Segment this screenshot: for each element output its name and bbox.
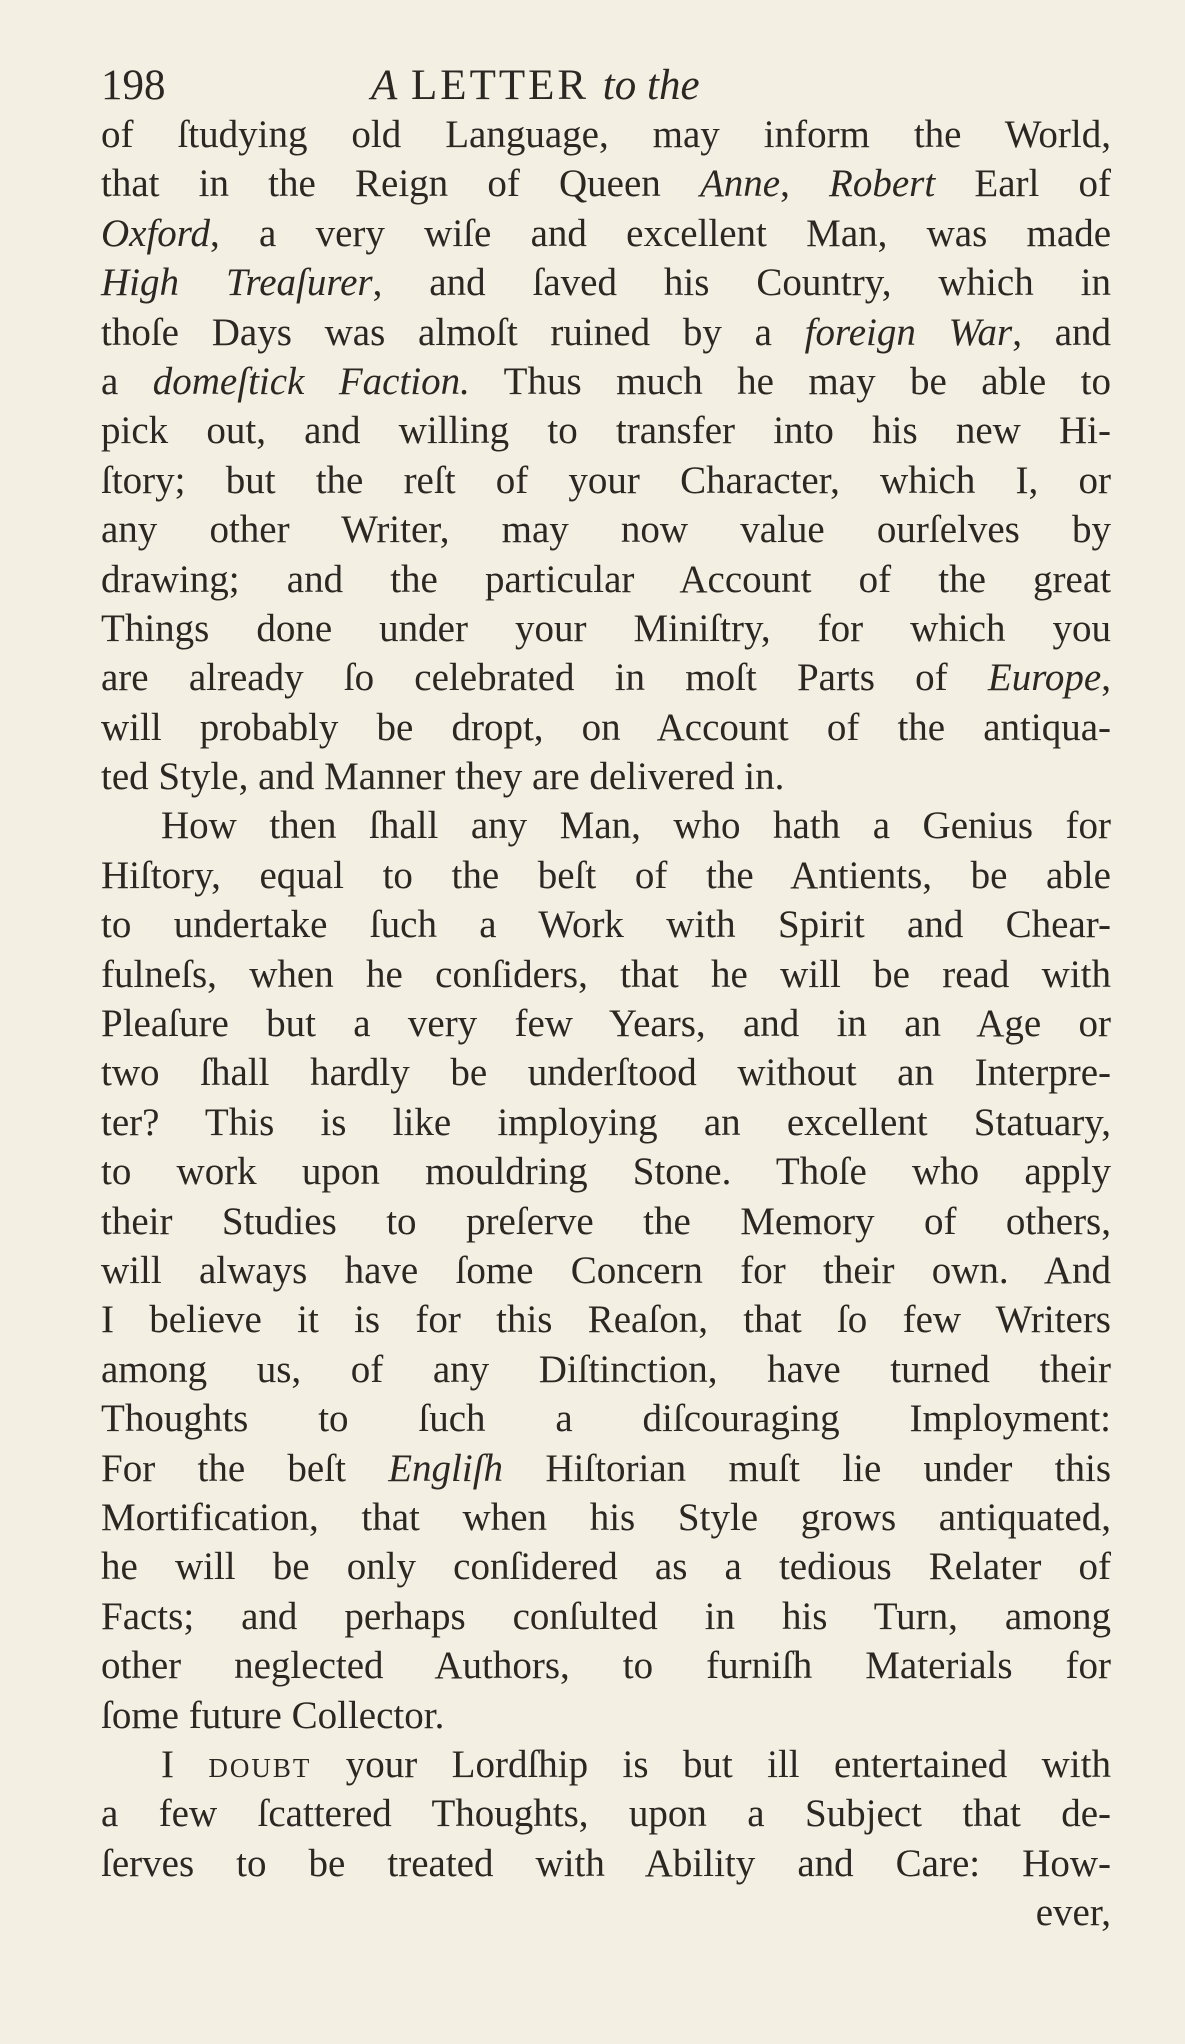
text-run: a few ſcattered Thoughts, upon a Subject that de- <box>101 1792 1111 1836</box>
text-line <box>101 308 1111 357</box>
text-line <box>101 950 1111 999</box>
text-run: , <box>780 162 830 206</box>
text-run: any other Writer, may now value ourſelves by <box>101 508 1111 552</box>
text-run: are already ſo celebrated in moſt Parts of <box>101 656 988 700</box>
text-run: will always have ſome Concern for their own. And <box>101 1248 1111 1292</box>
text-run: ſome future Collector. <box>101 1693 445 1737</box>
text-run: Facts; and perhaps conſulted in his Turn, among <box>101 1594 1111 1638</box>
italic-run: Oxford <box>101 211 211 255</box>
text-line <box>101 1345 1111 1394</box>
text-line <box>101 1147 1111 1196</box>
text-line <box>101 653 1111 702</box>
text-line <box>101 1493 1111 1542</box>
text-line <box>101 1394 1111 1443</box>
text-run: that in the Reign of Queen <box>101 162 700 206</box>
text-run: , and ſaved his Country, which in <box>372 261 1111 305</box>
text-run: other neglected Authors, to furniſh Materials for <box>101 1644 1111 1688</box>
text-line <box>101 1098 1111 1147</box>
text-line <box>101 456 1111 505</box>
text-run: fulneſs, when he conſiders, that he will be read with <box>101 952 1111 996</box>
small-caps-run: DOUBT <box>208 1752 312 1783</box>
text-line <box>101 1246 1111 1295</box>
running-head-article: A <box>371 62 398 109</box>
text-line <box>101 258 1111 307</box>
text-run: ſerves to be treated with Ability and Care: How- <box>101 1841 1111 1885</box>
text-run: Thus much he may be able to <box>469 359 1112 403</box>
text-run: Thoughts to ſuch a diſcouraging Imployment: <box>101 1397 1111 1441</box>
text-line <box>101 1197 1111 1246</box>
italic-run: Europe <box>987 656 1102 700</box>
text-run: I <box>161 1742 209 1786</box>
italic-run: domeſtick Faction. <box>152 359 470 403</box>
text-line <box>101 1641 1111 1690</box>
body-text <box>101 110 1111 1937</box>
italic-run: High Treaſurer <box>101 261 373 305</box>
text-run: he will be only conſidered as a tedious Relater of <box>101 1545 1111 1589</box>
text-run: drawing; and the particular Account of the great <box>101 557 1111 601</box>
text-run: Earl of <box>935 162 1112 206</box>
text-line <box>101 159 1111 208</box>
text-line <box>101 1592 1111 1641</box>
text-run: I believe it is for this Reaſon, that ſo few Writers <box>101 1298 1111 1342</box>
text-run: Hiſtory, equal to the beſt of the Antients, be able <box>101 853 1111 897</box>
catchword <box>101 1888 1111 1937</box>
text-line <box>101 110 1111 159</box>
text-run: thoſe Days was almoſt ruined by a <box>101 310 805 354</box>
text-run: For the beſt <box>101 1446 389 1490</box>
text-run: to work upon mouldring Stone. Thoſe who apply <box>101 1150 1111 1194</box>
text-line <box>101 1048 1111 1097</box>
text-line <box>101 851 1111 900</box>
text-run: your Lordſhip is but ill entertained with <box>311 1742 1111 1786</box>
page-number: 198 <box>101 62 166 109</box>
text-line <box>101 1839 1111 1888</box>
text-run: among us, of any Diſtinction, have turned their <box>101 1347 1111 1391</box>
text-run: How then ſhall any Man, who hath a Genius for <box>161 804 1111 848</box>
text-run: ted Style, and Manner they are delivered in. <box>101 755 785 799</box>
italic-run: Anne <box>699 162 781 206</box>
text-run: ever, <box>1035 1891 1111 1935</box>
text-run: ter? This is like imploying an excellent Statuary, <box>101 1100 1111 1144</box>
text-run: two ſhall hardly be underſtood without an Interpre- <box>101 1051 1111 1095</box>
text-run: Pleaſure but a very few Years, and in an Age or <box>101 1002 1111 1046</box>
text-run: a <box>101 359 153 403</box>
text-line <box>101 1295 1111 1344</box>
text-run: pick out, and willing to transfer into his new Hi- <box>101 409 1111 453</box>
text-line <box>101 406 1111 455</box>
text-line <box>101 357 1111 406</box>
text-run: ſtory; but the reſt of your Character, which I, or <box>101 458 1111 502</box>
text-line <box>101 505 1111 554</box>
text-line <box>101 801 1111 850</box>
text-line <box>101 209 1111 258</box>
text-run: , a very wiſe and excellent Man, was made <box>210 211 1111 255</box>
text-line <box>101 555 1111 604</box>
text-line <box>101 999 1111 1048</box>
text-run: Things done under your Miniſtry, for which you <box>101 606 1111 650</box>
running-head-tail: to the <box>602 62 700 109</box>
text-run: will probably be dropt, on Account of the antiqua- <box>101 705 1111 749</box>
italic-run: Engliſh <box>388 1446 504 1490</box>
text-run: to undertake ſuch a Work with Spirit and Chear- <box>101 903 1111 947</box>
text-run: , <box>1101 656 1111 700</box>
text-run: Hiſtorian muſt lie under this <box>503 1446 1112 1490</box>
text-line <box>101 1542 1111 1591</box>
text-run: of ſtudying old Language, may inform the World, <box>101 113 1111 156</box>
italic-run: foreign War <box>804 310 1013 354</box>
text-line <box>101 1789 1111 1838</box>
text-line <box>101 1740 1111 1789</box>
text-line <box>101 900 1111 949</box>
page-header <box>101 56 1111 116</box>
text-line <box>101 1444 1111 1493</box>
text-run: their Studies to preſerve the Memory of others, <box>101 1199 1111 1243</box>
text-run: Mortification, that when his Style grows antiquated, <box>101 1495 1111 1539</box>
text-line <box>101 604 1111 653</box>
running-head-main: LETTER <box>397 62 603 109</box>
italic-run: Robert <box>829 162 936 206</box>
running-head <box>371 56 700 116</box>
text-line <box>101 1691 1111 1740</box>
text-line <box>101 752 1111 801</box>
text-run: , and <box>1012 310 1111 354</box>
text-line <box>101 703 1111 752</box>
